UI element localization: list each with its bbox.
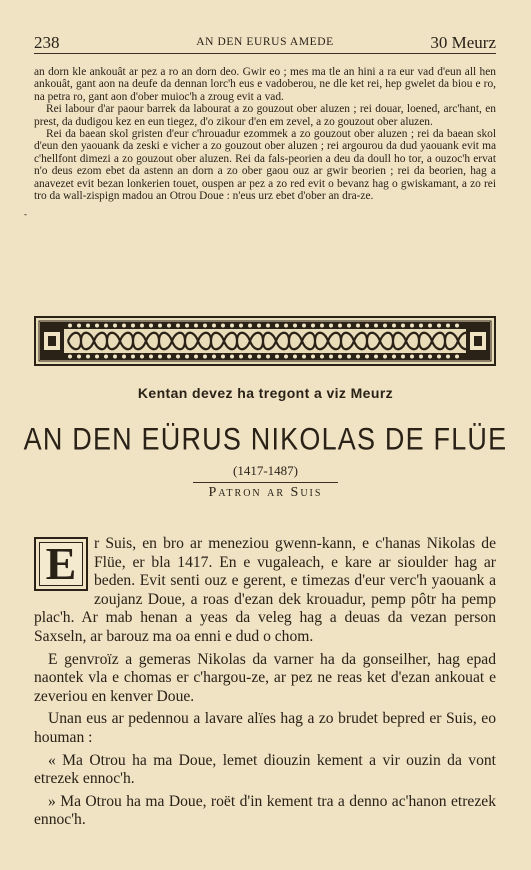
previous-section-text [34,66,496,202]
ornament-dot [338,355,342,359]
ornament-dot [230,324,234,328]
ornament-dot [383,355,387,359]
section-subheading: Kentan devez ha tregont a viz Meurz [137,385,394,401]
ornament-dot [392,355,396,359]
ornament-dot [140,355,144,359]
ornament-dot [257,324,261,328]
life-dates: (1417-1487) [233,463,298,478]
ornament-dot [68,324,72,328]
ornament-dot [374,324,378,328]
ornament-dot [446,324,450,328]
ornament-dot [329,324,333,328]
ornament-dot [122,324,126,328]
ornament-dot [275,324,279,328]
running-title: AN DEN EURUS AMEDE [196,36,334,48]
ornament-dot [311,324,315,328]
ornament-dot [410,324,414,328]
ornament-dot [176,355,180,359]
ornament-dot [365,355,369,359]
ornament-dot [194,324,198,328]
ornament-dot [140,324,144,328]
ornament-dot [131,324,135,328]
ornament-dot [167,324,171,328]
first-paragraph [34,535,496,647]
ornament-dot [374,355,378,359]
ornament-dot [221,355,225,359]
ornament-dot [275,355,279,359]
ornament-dot [167,355,171,359]
ornament-dot [77,324,81,328]
decorative-border-ornament [34,316,496,366]
ornament-dot [419,324,423,328]
ornament-dot [302,355,306,359]
paragraph: « Ma Otrou ha ma Doue, lemet diouzin kement a vir ouzin da vont etrezek ennoc'h. [34,751,496,788]
page-date-label: 30 Meurz [430,33,496,52]
ornament-dot [221,324,225,328]
page-number: 238 [34,33,60,52]
title-rule [193,482,338,483]
ornament-dot [455,324,459,328]
ornament-dot [293,324,297,328]
ornament-dot [122,355,126,359]
ornament-dot [437,355,441,359]
ornament-dot [437,324,441,328]
ornament-dot [185,355,189,359]
ornament-dot [383,324,387,328]
ornament-dot [248,324,252,328]
ornament-dot [77,355,81,359]
ornament-dot [158,355,162,359]
ornament-dot [455,355,459,359]
ornament-dot [104,324,108,328]
ornament-dot [428,355,432,359]
ornament-dot [419,355,423,359]
ornament-dot [401,324,405,328]
paragraph: Rei da baean skol gristen d'eur c'hrouadur ezommek a zo gouzout ober aluzen ; rei da baean skol d'eun den yaouank da zeski e vicher a zo gouzout ober aluzen ; rei argourou da dud yaouank evit ma c'hellfont dimezi a zo gouzout ober aluzen. Rei da fals-peorien a deu da doull ho tor, a ouzoc'h ervat n'o deus ezom ebet da astenn an dorn a zo ober gaou ouz ar gwir beorien ; rei da beorien, hag a anavezet evit bezan lonkerien touet, ouspen ar pez a zo red evit o bevanz hag o gwiskamant, a zo rei tro da wall-zispign madou an Otrou Doue : n'eus urz ebet d'ober an dra-ze. [34,128,496,203]
ornament-dot [176,324,180,328]
ornament-dot [329,355,333,359]
ornament-dot [284,324,288,328]
ornament-dot [284,355,288,359]
drop-cap: E [34,537,88,591]
patron-subtitle: Patron ar Suis [208,485,323,500]
ornament-dot [356,355,360,359]
ornament-dot [131,355,135,359]
ornament-dot [68,355,72,359]
ornament-dot [320,324,324,328]
ornament-dot [239,355,243,359]
ornament-dot [149,355,153,359]
ornament-dot [392,324,396,328]
ornament-dot [266,355,270,359]
ornament-dot [266,324,270,328]
ornament-dot [185,324,189,328]
ornament-dot [212,324,216,328]
ornament-dot [149,324,153,328]
first-paragraph-text: r Suis, en bro ar meneziou gwenn-kann, e c'hanas Nikolas de Flüe, er bla 1417. En e vugaleach, e kare ar sioulder hag ar beden. Evit senti ouz e gerent, e timezas d'eur verc'h yaouank a zoujanz Doue, a roas d'ezan dek krouadur, pemp pôtr ha pemp plac'h. Ar mab henan a yeas da veleg hag a deuas da vezan person Saxseln, ar barouz ma oa enni e dud o chom. [34,535,496,645]
ornament-dot [401,355,405,359]
ornament-dot [95,324,99,328]
paragraph: Unan eus ar pedennou a lavare alïes hag a zo brudet bepred er Suis, eo houman : [34,710,496,746]
ornament-dot [104,355,108,359]
ornament-dot [428,324,432,328]
ornament-dot [311,355,315,359]
ornament-dot [203,324,207,328]
header-rule [34,53,496,54]
ornament-dot [356,324,360,328]
ornament-dot [320,355,324,359]
ornament-dot [347,355,351,359]
ornament-dot [230,355,234,359]
page-title: AN DEN EÜRUS NIKOLAS DE FLÜE [23,421,508,457]
running-header [34,33,496,53]
ornament-dot [239,324,243,328]
ornament-dot [293,355,297,359]
ornament-dot [248,355,252,359]
paragraph: » Ma Otrou ha ma Doue, roët d'in kement tra a denno ac'hanon etrezek ennoc'h. [34,792,496,829]
paragraph: E genvroïz a gemeras Nikolas da varner ha da gonseilher, hag epad naontek vla e chomas er c'hargou-ze, ar pez ne reas ket d'ezan ankouat e zeveriou en kenver Doue. [34,650,496,705]
ornament-dot [446,355,450,359]
ornament-dot [257,355,261,359]
ornament-dot [302,324,306,328]
ornament-dot [410,355,414,359]
ornament-dot [95,355,99,359]
ornament-dot [212,355,216,359]
margin-mark: ‐ [24,209,27,219]
ornament-dot [194,355,198,359]
ornament-dot [203,355,207,359]
paragraph: Rei labour d'ar paour barrek da labourat a zo gouzout ober aluzen ; rei douar, loened, arc'hant, en prest, da dudigou kez en eun tiegez, d'o zikour d'en em zevel, a zo gouzout ober aluzen. [34,103,496,128]
ornament-dot [86,324,90,328]
ornament-dot [365,324,369,328]
ornament-dot [86,355,90,359]
ornament-dot [338,324,342,328]
paragraph: an dorn kle ankouât ar pez a ro an dorn deo. Gwir eo ; mes ma tle an hini a ra eur vad d'eun all hen ankouât, gant aon na deufe da dennan lorc'h eus e vadoberou, ne dle ket rei, hep gwelet da biou e ro, na petra ro, gant aon d'ober muioc'h a zroug evit a vad. [34,66,496,103]
main-text [34,535,496,834]
ornament-dot [113,324,117,328]
ornament-dot [158,324,162,328]
ornament-dot [347,324,351,328]
ornament-dot [113,355,117,359]
